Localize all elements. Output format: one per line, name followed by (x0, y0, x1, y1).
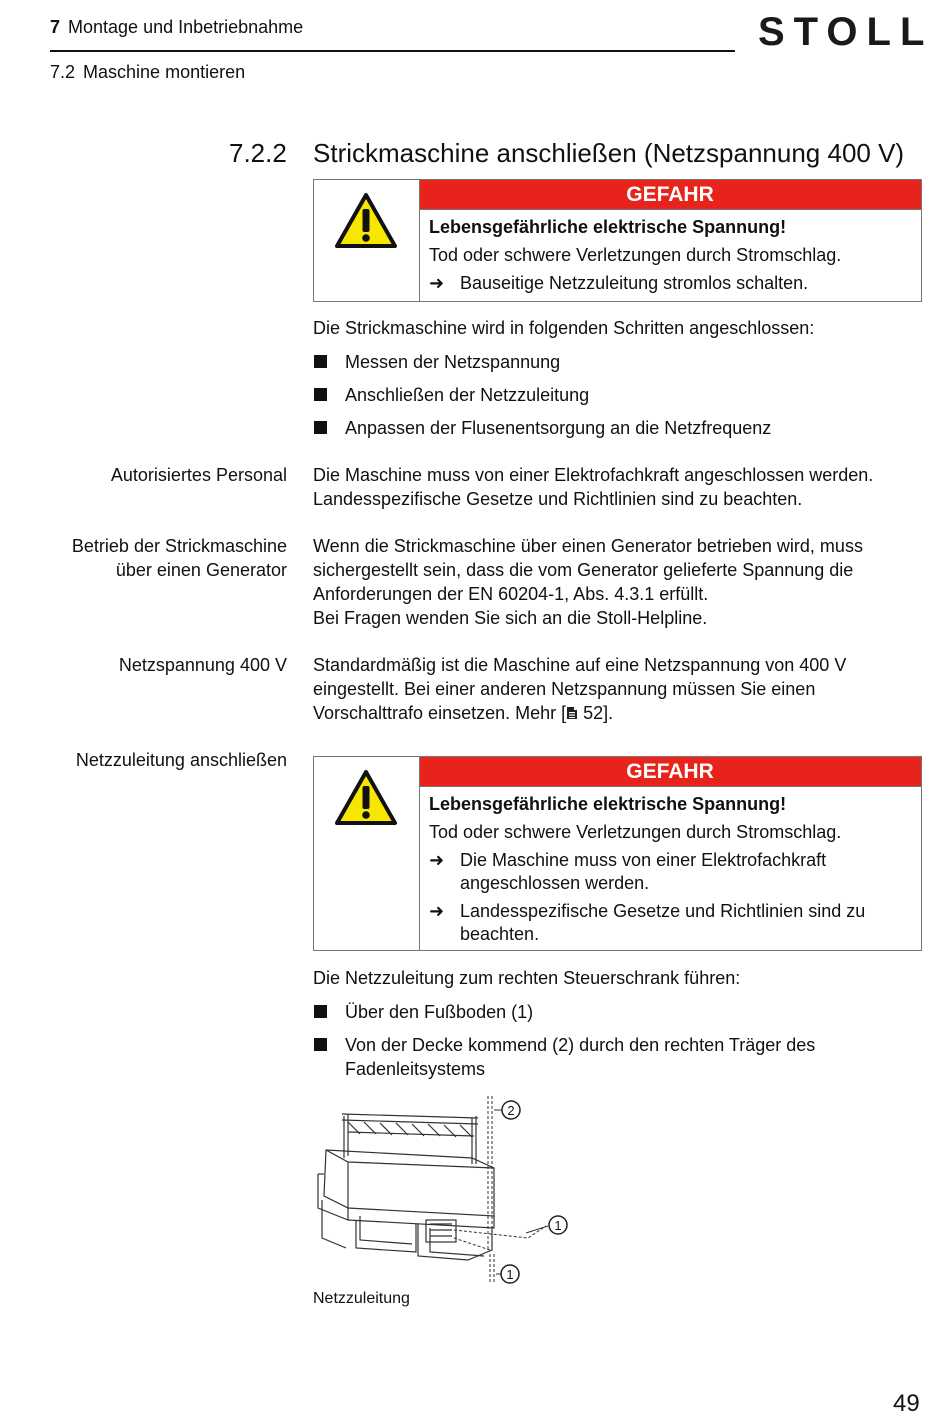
heading-title: Strickmaschine anschließen (Netzspannung 400 V) (313, 138, 905, 168)
header-section (50, 62, 245, 83)
text-line: Bei Fragen wenden Sie sich an die Stoll-Helpline. (313, 608, 708, 628)
danger-step (429, 848, 911, 895)
bullet-square-icon (314, 355, 327, 368)
arrow-right-icon: ➜ (429, 273, 445, 293)
side-label-voltage: Netzspannung 400 V (118, 655, 287, 675)
list-item (313, 416, 923, 440)
text-fragment: ]. (603, 703, 614, 723)
callout-2 (502, 1101, 520, 1119)
bullet-square-icon (314, 421, 327, 434)
danger-title: Lebensgefährliche elektrische Spannung! (429, 217, 787, 237)
text-fragment: Vorschalttrafo einsetzen. Mehr [ (313, 703, 567, 723)
text-line: Die Maschine muss von einer Elektrofachkraft (460, 850, 827, 870)
danger-icon-cell (314, 180, 420, 301)
routing-intro: Die Netzzuleitung zum rechten Steuerschrank führen: (313, 968, 741, 988)
generator-text (313, 534, 923, 630)
danger-step-text: Bauseitige Netzzuleitung stromlos schalten. (460, 273, 809, 293)
text-line: Standardmäßig ist die Maschine auf eine Netzspannung von 400 V (313, 655, 847, 675)
list-item-text (345, 1033, 815, 1081)
side-label-personal: Autorisiertes Personal (110, 465, 287, 485)
danger-title: Lebensgefährliche elektrische Spannung! (429, 794, 787, 814)
voltage-text (313, 653, 923, 725)
page-reference-link[interactable]: 52 (583, 703, 604, 723)
list-item (313, 383, 923, 407)
section-title: Maschine montieren (83, 62, 246, 82)
document-icon (566, 706, 578, 720)
callout-1-floor (501, 1265, 519, 1283)
side-label-line: Betrieb der Strickmaschine (71, 536, 287, 556)
bullet-square-icon (314, 1038, 327, 1051)
header-rule (50, 50, 735, 52)
list-item (313, 350, 923, 374)
callout-label: 2 (507, 1103, 515, 1118)
personal-text (313, 463, 923, 511)
side-label-connect: Netzzuleitung anschließen (75, 750, 287, 770)
chapter-title: Montage und Inbetriebnahme (68, 17, 304, 37)
danger-icon-cell (314, 757, 420, 950)
danger-step (429, 271, 911, 295)
text-line: Von der Decke kommend (2) durch den rechten Träger des (345, 1035, 816, 1055)
list-item-text: Über den Fußboden (1) (345, 1002, 534, 1022)
section-number: 7.2 (50, 62, 76, 82)
text-line: eingestellt. Bei einer anderen Netzspannung müssen Sie einen (313, 679, 816, 699)
chapter-number: 7 (50, 17, 61, 37)
list-item-text: Anschließen der Netzzuleitung (345, 385, 590, 405)
danger-step-text (460, 899, 865, 946)
header-chapter (50, 17, 303, 38)
side-label-generator (72, 534, 287, 582)
callout-label: 1 (554, 1218, 562, 1233)
text-line: beachten. (460, 924, 540, 944)
danger-label: GEFAHR (419, 180, 921, 210)
text-line: Landesspezifische Gesetze und Richtlinien sind zu (460, 901, 866, 921)
bullet-square-icon (314, 1005, 327, 1018)
text-line: Wenn die Strickmaschine über einen Generator betrieben wird, muss (313, 536, 863, 556)
callout-1-wall (549, 1216, 567, 1234)
text-line: Fadenleitsystems (345, 1059, 486, 1079)
machine-drawing (318, 1114, 494, 1260)
figure-caption: Netzzuleitung (313, 1290, 410, 1307)
text-line: sichergestellt sein, dass die vom Generator gelieferte Spannung die (313, 560, 854, 580)
callout-label: 1 (506, 1267, 514, 1282)
arrow-right-icon: ➜ (429, 850, 445, 870)
arrow-right-icon: ➜ (429, 901, 445, 921)
warning-triangle-icon (334, 192, 398, 250)
list-item-text: Anpassen der Flusenentsorgung an die Netzfrequenz (345, 418, 772, 438)
machine-illustration (308, 1088, 570, 1288)
text-line: Anforderungen der EN 60204-1, Abs. 4.3.1 erfüllt. (313, 584, 709, 604)
danger-consequence: Tod oder schwere Verletzungen durch Stromschlag. (429, 822, 842, 842)
text-line: Die Maschine muss von einer Elektrofachkraft angeschlossen werden. (313, 465, 874, 485)
list-item (313, 1033, 923, 1081)
bullet-square-icon (314, 388, 327, 401)
heading-number: 7.2.2 (229, 138, 287, 168)
stoll-logo: STOLL (758, 10, 934, 54)
page-number: 49 (893, 1390, 920, 1417)
callout-leaders (494, 1110, 548, 1274)
text-line (313, 701, 923, 725)
list-item (313, 1000, 923, 1024)
side-label-line: über einen Generator (115, 560, 287, 580)
danger-consequence: Tod oder schwere Verletzungen durch Stromschlag. (429, 245, 842, 265)
warning-triangle-icon (334, 769, 398, 827)
text-line: angeschlossen werden. (460, 873, 650, 893)
danger-box-1 (313, 179, 922, 302)
danger-step-text (460, 848, 826, 895)
danger-box-2 (313, 756, 922, 951)
list-item-text: Messen der Netzspannung (345, 352, 561, 372)
danger-label: GEFAHR (419, 757, 921, 787)
danger-step (429, 899, 911, 946)
text-line: Landesspezifische Gesetze und Richtlinien sind zu beachten. (313, 489, 803, 509)
intro-text: Die Strickmaschine wird in folgenden Schritten angeschlossen: (313, 318, 815, 338)
